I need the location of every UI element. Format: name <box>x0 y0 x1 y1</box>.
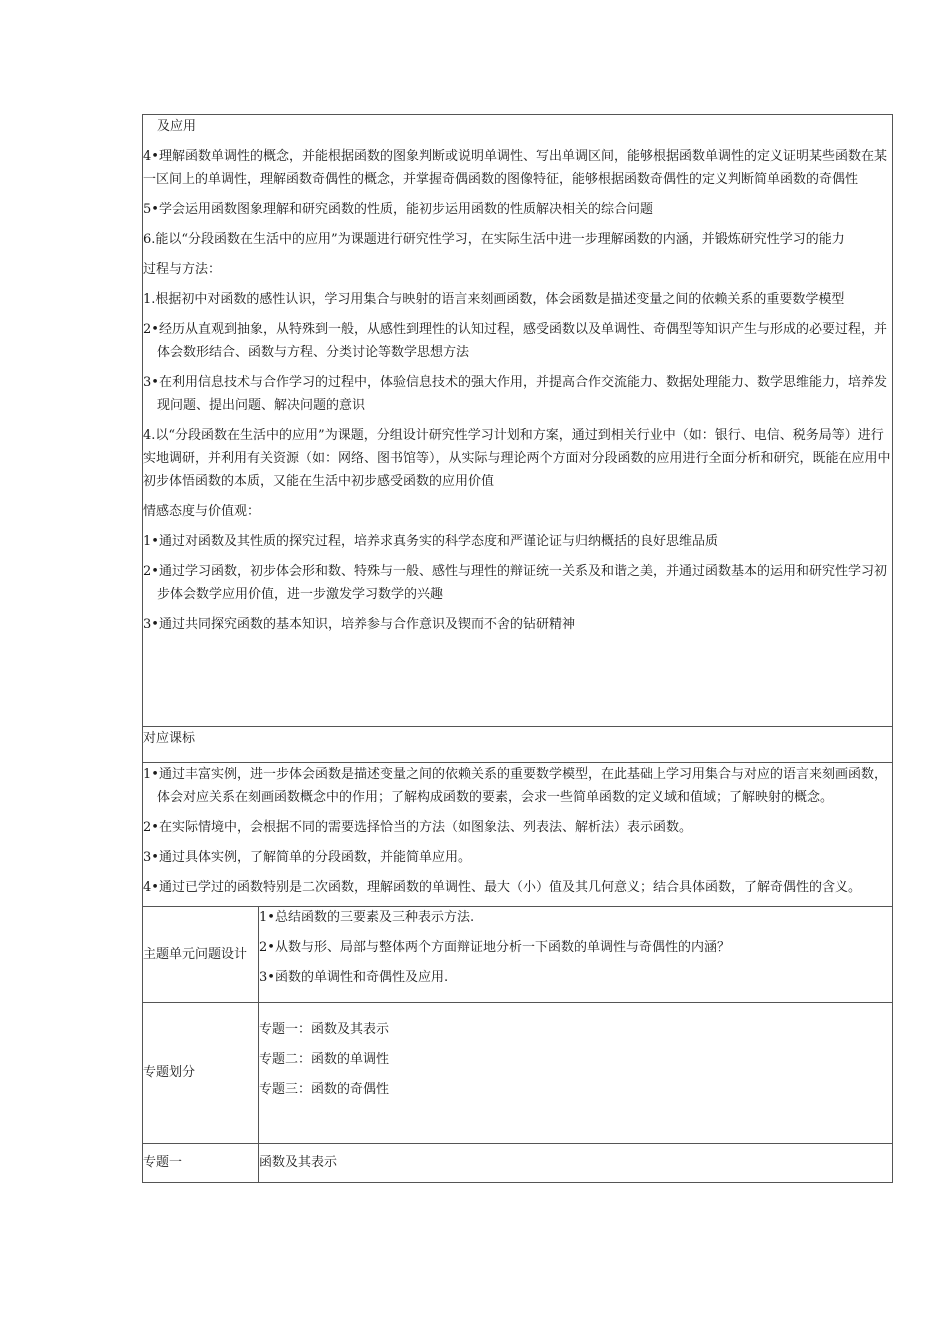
goals-row <box>143 115 893 727</box>
standards-cell <box>143 763 893 907</box>
standard-item: 4•通过已学过的函数特别是二次函数，理解函数的单调性、最大（小）值及其几何意义；结合具体函数，了解奇偶性的含义。 <box>143 880 861 895</box>
theme-cell <box>259 907 893 1003</box>
theme-item: 1•总结函数的三要素及三种表示方法. <box>259 910 475 925</box>
lesson-plan-table <box>142 114 893 1183</box>
topic-item: 专题一：函数及其表示 <box>259 1022 390 1037</box>
process-heading: 过程与方法： <box>143 262 222 277</box>
theme-label: 主题单元问题设计 <box>143 907 259 1003</box>
topics-label: 专题划分 <box>143 1003 259 1144</box>
goal-item: 6.能以“分段函数在生活中的应用”为课题进行研究性学习，在实际生活中进一步理解函数的内涵，并锻炼研究性学习的能力 <box>143 232 845 247</box>
goal-item: 5•学会运用函数图象理解和研究函数的性质，能初步运用函数的性质解决相关的综合问题 <box>143 202 653 217</box>
standards-heading: 对应课标 <box>143 727 893 763</box>
goal-item: 4•理解函数单调性的概念，并能根据函数的图象判断或说明单调性、写出单调区间，能够根据函数单调性的定义证明某些函数在某一区间上的单调性，理解函数奇偶性的概念，并掌握奇偶函数的图像特征，能够根据函数奇偶性的定义判断简单函数的奇偶性 <box>143 149 887 187</box>
standards-row <box>143 763 893 907</box>
standards-heading-row <box>143 727 893 763</box>
theme-item: 3•函数的单调性和奇偶性及应用. <box>259 970 449 985</box>
theme-item: 2•从数与形、局部与整体两个方面辩证地分析一下函数的单调性与奇偶性的内涵？ <box>259 940 730 955</box>
attitude-item: 3•通过共同探究函数的基本知识，培养参与合作意识及锲而不舍的钻研精神 <box>143 617 575 632</box>
topic1-row <box>143 1144 893 1183</box>
process-item: 3•在利用信息技术与合作学习的过程中，体验信息技术的强大作用，并提高合作交流能力、数据处理能力、数学思维能力，培养发现问题、提出问题、解决问题的意识 <box>143 375 887 413</box>
standard-item: 2•在实际情境中，会根据不同的需要选择恰当的方法（如图象法、列表法、解析法）表示函数。 <box>143 820 692 835</box>
attitude-item: 1•通过对函数及其性质的探究过程，培养求真务实的科学态度和严谨论证与归纳概括的良好思维品质 <box>143 534 718 549</box>
process-item: 1.根据初中对函数的感性认识，学习用集合与映射的语言来刻画函数，体会函数是描述变量之间的依赖关系的重要数学模型 <box>143 292 845 307</box>
topics-row <box>143 1003 893 1144</box>
standard-item: 1•通过丰富实例，进一步体会函数是描述变量之间的依赖关系的重要数学模型，在此基础上学习用集合与对应的语言来刻画函数，体会对应关系在刻画函数概念中的作用；了解构成函数的要素，会求一些简单函数的定义域和值域；了解映射的概念。 <box>143 767 887 805</box>
topics-cell <box>259 1003 893 1144</box>
process-item: 4.以“分段函数在生活中的应用”为课题，分组设计研究性学习计划和方案，通过到相关行业中（如：银行、电信、税务局等）进行实地调研，并利用有关资源（如：网络、图书馆等），从实际与理论两个方面对分段函数的应用进行全面分析和研究，既能在应用中初步体悟函数的本质，又能在生活中初步感受函数的应用价值 <box>143 428 891 489</box>
topic-item: 专题二：函数的单调性 <box>259 1052 390 1067</box>
attitude-heading: 情感态度与价值观： <box>143 504 261 519</box>
topic1-value: 函数及其表示 <box>259 1144 893 1183</box>
theme-row <box>143 907 893 1003</box>
document-page <box>142 114 892 1183</box>
attitude-item: 2•通过学习函数，初步体会形和数、特殊与一般、感性与理性的辩证统一关系及和谐之美，并通过函数基本的运用和研究性学习初步体会数学应用价值，进一步激发学习数学的兴趣 <box>143 564 887 602</box>
goals-continuation: 及应用 <box>157 119 197 134</box>
topic-item: 专题三：函数的奇偶性 <box>259 1082 390 1097</box>
process-item: 2•经历从直观到抽象，从特殊到一般，从感性到理性的认知过程，感受函数以及单调性、奇偶型等知识产生与形成的必要过程，并体会数形结合、函数与方程、分类讨论等数学思想方法 <box>143 322 887 360</box>
standard-item: 3•通过具体实例，了解简单的分段函数，并能简单应用。 <box>143 850 471 865</box>
goals-cell <box>143 115 893 727</box>
topic1-label: 专题一 <box>143 1144 259 1183</box>
